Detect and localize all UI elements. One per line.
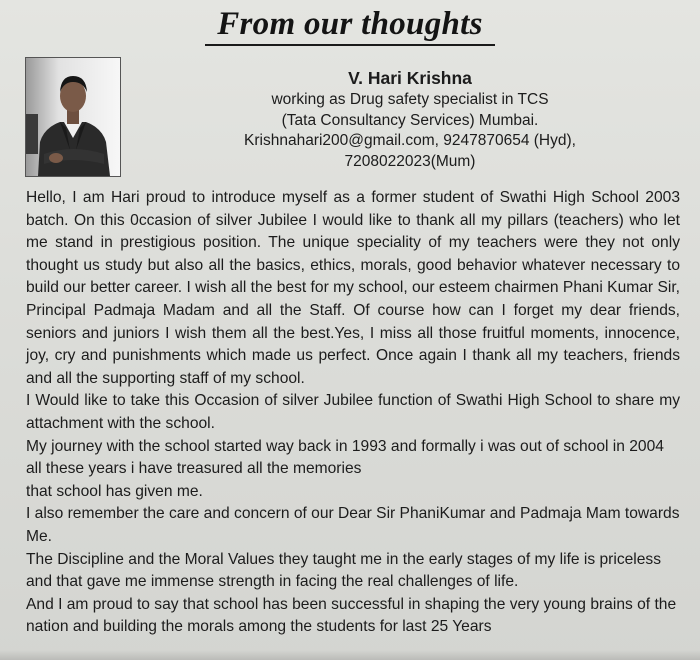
title-underline xyxy=(205,44,495,46)
author-info xyxy=(140,66,680,172)
author-role-line-1: working as Drug safety specialist in TCS xyxy=(271,91,549,108)
article-paragraph: that school has given me. xyxy=(26,482,203,500)
portrait-photo xyxy=(25,57,121,177)
article-paragraph: And I am proud to say that school has been successful in shaping the very young brains of the nation and building the morals among the students for last 25 Years xyxy=(26,595,677,636)
article-paragraph: The Discipline and the Moral Values they taught me in the early stages of my life is priceless and that gave me immense strength in facing the real challenges of life. xyxy=(26,550,662,591)
portrait-photo-icon xyxy=(26,58,120,176)
page-title: From our thoughts xyxy=(217,6,483,42)
author-name: V. Hari Krishna xyxy=(348,68,472,88)
article-paragraph: Hello, I am Hari proud to introduce myself as a former student of Swathi High School 2003 batch. On this 0ccasion of silver Jubilee I would like to thank all my pillars (teachers) who let me stand in prestigious position. The unique speciality of my teachers were they not only thought us study but also all the basics, ethics, morals, good behavior whatever necessary to build our better career. I wish all the best for my school, our esteem chairmen Phani Kumar Sir, Principal Padmaja Madam and all the Staff. Of course how can I forget my dear friends, seniors and juniors I wish them all the best.Yes, I miss all those fruitful moments, innocence, joy, cry and punishments which made us perfect. Once again I thank all my teachers, friends and all the supporting staff of my school. xyxy=(26,189,680,387)
article-paragraph: I also remember the care and concern of our Dear Sir PhaniKumar and Padmaja Mam towards Me. xyxy=(26,505,680,545)
author-role-line-2: (Tata Consultancy Services) Mumbai. xyxy=(281,111,539,129)
author-contact-line-2: 7208022023(Mum) xyxy=(344,152,476,170)
page-bottom-shadow xyxy=(0,650,700,660)
article-paragraph: My journey with the school started way back in 1993 and formally i was out of school in 2004 all these years i have treasured all the memories xyxy=(26,437,664,478)
author-contact-line-1: Krishnahari200@gmail.com, 9247870654 (Hyd), xyxy=(244,132,576,149)
article-body xyxy=(26,187,680,639)
article-paragraph: I Would like to take this Occasion of silver Jubilee function of Swathi High School to share my attachment with the school. xyxy=(26,392,680,432)
